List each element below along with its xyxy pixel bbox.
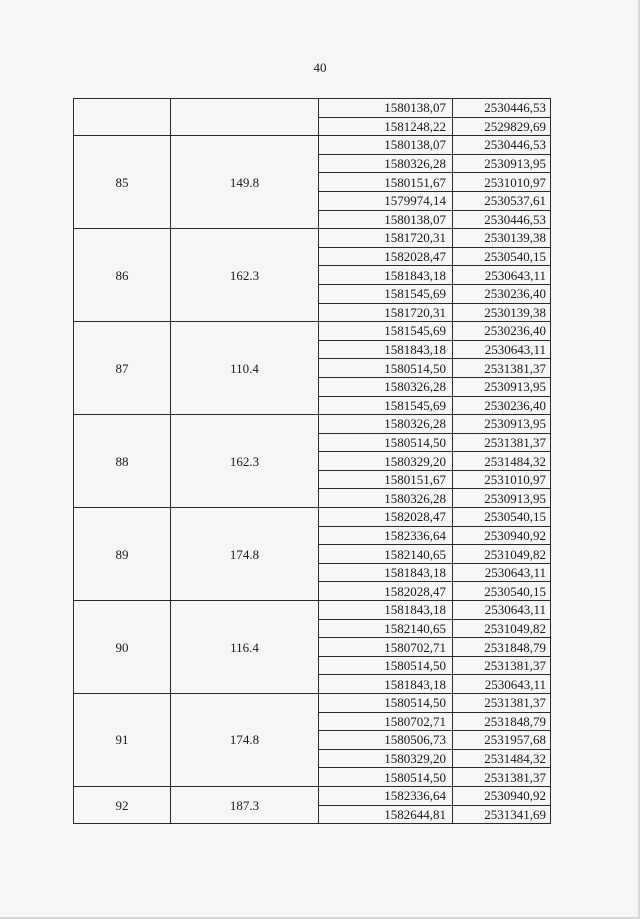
plot-area-cell: 187.3 xyxy=(171,786,319,823)
plot-number-cell: 88 xyxy=(74,415,171,508)
y-coordinate-cell: 2531381,37 xyxy=(453,433,551,452)
y-coordinate-cell: 2531049,82 xyxy=(453,545,551,564)
x-coordinate-cell: 1581545,69 xyxy=(319,284,453,303)
plot-number-cell: 92 xyxy=(74,786,171,823)
x-coordinate-cell: 1582140,65 xyxy=(319,545,453,564)
x-coordinate-cell: 1581248,22 xyxy=(319,117,453,136)
plot-area-cell: 162.3 xyxy=(171,229,319,322)
x-coordinate-cell: 1580138,07 xyxy=(319,99,453,118)
y-coordinate-cell: 2530139,38 xyxy=(453,229,551,248)
x-coordinate-cell: 1580326,28 xyxy=(319,415,453,434)
x-coordinate-cell: 1579974,14 xyxy=(319,191,453,210)
y-coordinate-cell: 2530913,95 xyxy=(453,415,551,434)
x-coordinate-cell: 1582028,47 xyxy=(319,508,453,527)
y-coordinate-cell: 2531049,82 xyxy=(453,619,551,638)
y-coordinate-cell: 2531484,32 xyxy=(453,749,551,768)
table-row xyxy=(74,694,551,713)
x-coordinate-cell: 1581843,18 xyxy=(319,675,453,694)
y-coordinate-cell: 2530913,95 xyxy=(453,489,551,508)
y-coordinate-cell: 2530446,53 xyxy=(453,136,551,155)
y-coordinate-cell: 2531381,37 xyxy=(453,768,551,787)
x-coordinate-cell: 1581843,18 xyxy=(319,563,453,582)
x-coordinate-cell: 1582028,47 xyxy=(319,247,453,266)
x-coordinate-cell: 1580514,50 xyxy=(319,359,453,378)
y-coordinate-cell: 2530913,95 xyxy=(453,377,551,396)
x-coordinate-cell: 1580326,28 xyxy=(319,154,453,173)
plot-number-cell xyxy=(74,99,171,136)
y-coordinate-cell: 2531381,37 xyxy=(453,694,551,713)
coordinates-table-body xyxy=(74,99,551,824)
x-coordinate-cell: 1582028,47 xyxy=(319,582,453,601)
y-coordinate-cell: 2530913,95 xyxy=(453,154,551,173)
y-coordinate-cell: 2531957,68 xyxy=(453,731,551,750)
y-coordinate-cell: 2530236,40 xyxy=(453,284,551,303)
x-coordinate-cell: 1580514,50 xyxy=(319,656,453,675)
y-coordinate-cell: 2530540,15 xyxy=(453,582,551,601)
x-coordinate-cell: 1581545,69 xyxy=(319,396,453,415)
page-number: 40 xyxy=(313,60,327,75)
y-coordinate-cell: 2530139,38 xyxy=(453,303,551,322)
x-coordinate-cell: 1581843,18 xyxy=(319,266,453,285)
y-coordinate-cell: 2531848,79 xyxy=(453,638,551,657)
x-coordinate-cell: 1580138,07 xyxy=(319,210,453,229)
x-coordinate-cell: 1580326,28 xyxy=(319,489,453,508)
y-coordinate-cell: 2529829,69 xyxy=(453,117,551,136)
x-coordinate-cell: 1580326,28 xyxy=(319,377,453,396)
y-coordinate-cell: 2530236,40 xyxy=(453,396,551,415)
x-coordinate-cell: 1580702,71 xyxy=(319,712,453,731)
plot-area-cell: 116.4 xyxy=(171,601,319,694)
table-row xyxy=(74,136,551,155)
y-coordinate-cell: 2531381,37 xyxy=(453,359,551,378)
y-coordinate-cell: 2531010,97 xyxy=(453,173,551,192)
plot-area-cell: 174.8 xyxy=(171,694,319,787)
y-coordinate-cell: 2530643,11 xyxy=(453,675,551,694)
y-coordinate-cell: 2530446,53 xyxy=(453,210,551,229)
plot-number-cell: 90 xyxy=(74,601,171,694)
y-coordinate-cell: 2530643,11 xyxy=(453,601,551,620)
x-coordinate-cell: 1581720,31 xyxy=(319,303,453,322)
plot-number-cell: 86 xyxy=(74,229,171,322)
y-coordinate-cell: 2530643,11 xyxy=(453,563,551,582)
x-coordinate-cell: 1582336,64 xyxy=(319,526,453,545)
x-coordinate-cell: 1581720,31 xyxy=(319,229,453,248)
y-coordinate-cell: 2530540,15 xyxy=(453,247,551,266)
x-coordinate-cell: 1580514,50 xyxy=(319,768,453,787)
x-coordinate-cell: 1582336,64 xyxy=(319,786,453,805)
table-row xyxy=(74,229,551,248)
y-coordinate-cell: 2530940,92 xyxy=(453,786,551,805)
y-coordinate-cell: 2531381,37 xyxy=(453,656,551,675)
table-row xyxy=(74,322,551,341)
x-coordinate-cell: 1580138,07 xyxy=(319,136,453,155)
table-row xyxy=(74,786,551,805)
y-coordinate-cell: 2530537,61 xyxy=(453,191,551,210)
x-coordinate-cell: 1580514,50 xyxy=(319,433,453,452)
y-coordinate-cell: 2530643,11 xyxy=(453,266,551,285)
y-coordinate-cell: 2530540,15 xyxy=(453,508,551,527)
x-coordinate-cell: 1580702,71 xyxy=(319,638,453,657)
plot-area-cell: 149.8 xyxy=(171,136,319,229)
plot-number-cell: 89 xyxy=(74,508,171,601)
x-coordinate-cell: 1580151,67 xyxy=(319,173,453,192)
x-coordinate-cell: 1581545,69 xyxy=(319,322,453,341)
table-row xyxy=(74,601,551,620)
x-coordinate-cell: 1582140,65 xyxy=(319,619,453,638)
x-coordinate-cell: 1581843,18 xyxy=(319,340,453,359)
y-coordinate-cell: 2531484,32 xyxy=(453,452,551,471)
y-coordinate-cell: 2530940,92 xyxy=(453,526,551,545)
plot-area-cell: 162.3 xyxy=(171,415,319,508)
y-coordinate-cell: 2530236,40 xyxy=(453,322,551,341)
x-coordinate-cell: 1581843,18 xyxy=(319,601,453,620)
x-coordinate-cell: 1580329,20 xyxy=(319,452,453,471)
table-row xyxy=(74,415,551,434)
x-coordinate-cell: 1582644,81 xyxy=(319,805,453,824)
x-coordinate-cell: 1580151,67 xyxy=(319,470,453,489)
y-coordinate-cell: 2531341,69 xyxy=(453,805,551,824)
table-row xyxy=(74,508,551,527)
y-coordinate-cell: 2531010,97 xyxy=(453,470,551,489)
y-coordinate-cell: 2530446,53 xyxy=(453,99,551,118)
plot-number-cell: 91 xyxy=(74,694,171,787)
plot-area-cell: 174.8 xyxy=(171,508,319,601)
plot-number-cell: 87 xyxy=(74,322,171,415)
coordinates-table xyxy=(73,98,551,824)
plot-area-cell: 110.4 xyxy=(171,322,319,415)
table-row xyxy=(74,99,551,118)
plot-number-cell: 85 xyxy=(74,136,171,229)
x-coordinate-cell: 1580514,50 xyxy=(319,694,453,713)
y-coordinate-cell: 2530643,11 xyxy=(453,340,551,359)
x-coordinate-cell: 1580329,20 xyxy=(319,749,453,768)
y-coordinate-cell: 2531848,79 xyxy=(453,712,551,731)
plot-area-cell xyxy=(171,99,319,136)
x-coordinate-cell: 1580506,73 xyxy=(319,731,453,750)
